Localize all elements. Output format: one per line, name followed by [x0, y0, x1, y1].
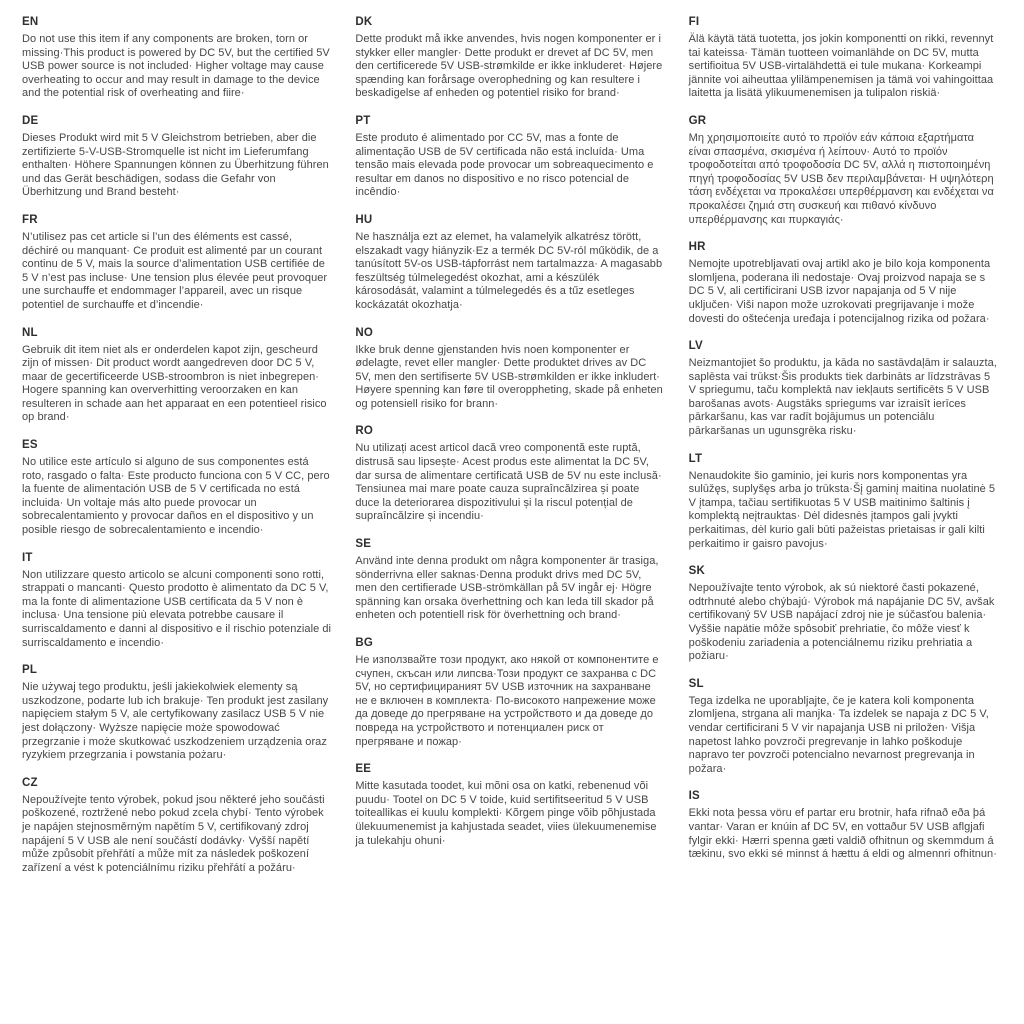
warning-text-es: No utilice este artículo si alguno de sus componentes está roto, rasgado o falta· Este producto funciona con 5 V CC, pero la fuente de alimentación USB de 5 V certificada no está incluida· Un voltaje más alto puede provocar un sobrecalentamiento y provocar daños en el dispositivo y un posible riesgo de sobrecalentamiento e incendio·: [22, 456, 330, 537]
language-code-es: ES: [22, 439, 38, 452]
language-code-hr: HR: [688, 241, 706, 254]
language-section-lv: [689, 340, 998, 439]
language-code-de: DE: [22, 114, 39, 127]
warning-text-gr: Μη χρησιμοποιείτε αυτό το προϊόν εάν κάποια εξαρτήματα είναι σπασμένα, σκισμένα ή λείπουν· Αυτό το προϊόν τροφοδοτείται από τροφοδοσία DC 5V, αλλά η πιστοποιημένη πηγή τροφοδοσίας 5V USB δεν περιλαμβάνεται· Η υψηλότερη τάση ενδέχεται να προκαλέσει υπερθέρμανση και ενδέχεται να προκαλέσει ζημιά στη συσκευή και πιθανό κίνδυνο υπερθέρμανσης και πυρκαγιάς·: [688, 131, 994, 226]
language-code-nl: NL: [22, 326, 38, 339]
warning-text-lt: Nenaudokite šio gaminio, jei kuris nors komponentas yra sulūžęs, suplyšęs arba jo trūksta·Šį gaminį maitina nuolatinė 5 V įtampa, tačiau sertifikuotas 5 V USB maitinimo šaltinis į komplektą neįtrauktas· Dėl didesnės įtampos gali įvykti perkaitimas, dėl kurio gali būti pažeistas prietaisas ir gali kilti perkaitimo ir gaisro pavojus·: [688, 469, 996, 550]
warning-text-nl: Gebruik dit item niet als er onderdelen kapot zijn, gescheurd zijn of missen· Dit product wordt aangedreven door DC 5 V, maar de gecertificeerde USB-stroombron is niet inbegrepen· Hogere spanning kan oververhitting veroorzaken en kan resulteren in schade aan het apparaat en een potentieel risico op brand·: [22, 343, 327, 424]
language-section-de: [22, 115, 331, 200]
language-section-ro: [355, 425, 664, 524]
language-section-se: [355, 538, 664, 623]
language-section-gr: [689, 115, 998, 227]
language-code-is: IS: [688, 790, 700, 803]
language-section-no: [355, 327, 664, 412]
warning-text-se: Använd inte denna produkt om några komponenter är trasiga, sönderrivna eller saknas·Denna produkt drivs med DC 5V, men den certifierade USB-strömkällan på 5V ingår ej· Högre spänning kan orsaka överhettning och kan leda till skador på enheten och potentiell risk för överhettning och brand·: [355, 555, 659, 622]
language-code-hu: HU: [355, 213, 373, 226]
language-section-cz: [22, 777, 331, 876]
language-code-fr: FR: [22, 213, 38, 226]
warning-text-sl: Tega izdelka ne uporabljajte, če je katera koli komponenta zlomljena, strgana ali manjka· Ta izdelek se napaja z DC 5 V, vendar certificirani 5 V vir napajanja USB ni priložen· Višja napetost lahko povzroči pregrevanje in lahko poškoduje napravo ter povzroči potencialno nevarnost pregrevanja in požara·: [688, 694, 989, 775]
warning-text-it: Non utilizzare questo articolo se alcuni componenti sono rotti, strappati o mancanti· Questo prodotto è alimentato da DC 5 V, ma la fonte di alimentazione USB certificata da 5 V non è inclusa· Una tensione più elevata potrebbe causare il surriscaldamento e danni al dispositivo e il rischio potenziale di surriscaldamento e incendio·: [22, 568, 332, 649]
warning-text-is: Ekki nota þessa vöru ef partar eru brotnir, hafa rifnað eða þá vantar· Varan er knúin af DC 5V, en vottaður 5V USB aflgjafi fylgir ekki· Hærri spenna gæti valdið ofhitnun og skemmdum á tækinu, svo ekki sé minnst á hættu á eldi og almennri ofhitnun·: [688, 807, 997, 861]
language-section-hr: [689, 241, 998, 326]
warning-text-pt: Este produto é alimentado por CC 5V, mas a fonte de alimentação USB de 5V certificada não está incluída· Uma tensão mais elevada pode provocar um sobreaquecimento e resultar em danos no dispositivo e no risco potencial de incêndio·: [355, 131, 654, 199]
warning-text-fi: Älä käytä tätä tuotetta, jos jokin komponentti on rikki, revennyt tai kateissa· Tämän tuotteen voimanlähde on DC 5V, mutta sertifioitua 5V USB-virtalähdettä ei tule mukana· Korkeampi jännite voi aiheuttaa ylilämpenemisen ja tämä voi vahingoittaa laitetta ja lisätä ylikuumenemisen ja tulipalon riskiä·: [688, 33, 994, 100]
column-3: [689, 16, 998, 889]
language-section-sl: [689, 678, 998, 777]
warning-text-de: Dieses Produkt wird mit 5 V Gleichstrom betrieben, aber die zertifizierte 5-V-USB-Stromquelle ist nicht im Lieferumfang enthalten· Höhere Spannungen können zu Überhitzung führen und das Gerät beschädigen, sodass die Gefahr von Überhitzung und Brand besteht·: [22, 131, 329, 199]
language-code-se: SE: [355, 538, 372, 551]
column-2: [355, 16, 664, 889]
column-1: [22, 16, 331, 889]
language-code-pt: PT: [355, 114, 371, 127]
language-section-ee: [355, 763, 664, 848]
warning-text-en: Do not use this item if any components are broken, torn or missing·This product is powered by DC 5V, but the certified 5V USB power source is not included· Higher voltage may cause overheating to occur and may result in damage to the device and the potential risk of overheating and fiire·: [22, 33, 330, 100]
language-section-sk: [689, 565, 998, 664]
language-code-bg: BG: [355, 637, 373, 649]
language-section-es: [22, 439, 331, 538]
language-section-lt: [689, 453, 998, 552]
language-section-is: [689, 790, 998, 861]
warning-text-ee: Mitte kasutada toodet, kui mõni osa on katki, rebenenud või puudu· Tootel on DC 5 V toide, kuid sertifitseeritud 5 V USB toiteallikas ei kuulu komplekti· Kõrgem pinge võib põhjustada ülekuumenemist ja kahjustada seadet, viies ülekuumenemise ja tulekahju ohuni·: [355, 780, 657, 847]
language-section-en: [22, 16, 331, 101]
warning-text-lv: Neizmantojiet šo produktu, ja kāda no sastāvdaļām ir salauzta, saplēsta vai trūkst·Šis produkts tiek darbināts ar līdzstrāvas 5 V spriegumu, taču komplektā nav iekļauts sertificēts 5 V USB barošanas avots· Augstāks spriegums var izraisīt ierīces pārkaršanu, kas var radīt bojājumus un potenciālu pārkaršanas un ugunsgrēka risku·: [688, 357, 997, 438]
warning-text-no: Ikke bruk denne gjenstanden hvis noen komponenter er ødelagte, revet eller mangler· Dette produktet drives av DC 5V, men den sertifiserte 5V USB-strømkilden er ikke inkludert· Høyere spenning kan føre til overoppheting, skade på enheten og potensiell risiko for brann·: [355, 343, 663, 410]
language-code-lv: LV: [688, 340, 703, 353]
warning-text-pl: Nie używaj tego produktu, jeśli jakiekolwiek elementy są uszkodzone, podarte lub ich brakuje· Ten produkt jest zasilany napięciem stałym 5 V, ale certyfikowany zasilacz USB 5 V nie jest dołączony· Wyższe napięcie może spowodować przegrzanie i może skutkować uszkodzeniem urządzenia oraz ryzykiem przegrzania i powstania pożaru·: [22, 681, 329, 762]
language-code-lt: LT: [688, 452, 703, 465]
language-section-fi: [689, 16, 998, 101]
warning-text-ro: Nu utilizați acest articol dacă vreo componentă este ruptă, distrusă sau lipsește· Acest produs este alimentat la DC 5V, dar sursa de alimentare certificată USB de 5V nu este inclusă· Tensiunea mai mare poate cauza supraîncălzirea și poate duce la deteriorarea dispozitivului și la riscul potențial de supraîncălzire și incendiu·: [355, 442, 662, 523]
warning-text-hu: Ne használja ezt az elemet, ha valamelyik alkatrész törött, elszakadt vagy hiányzik·Ez a termék DC 5V-ról működik, de a tanúsított 5V-os USB-tápforrást nem tartalmazza· A magasabb feszültség túlmelegedést okozhat, ami a készülék károsodását, valamint a túlmelegedés és a tűz esetleges kockázatát okozhatja·: [355, 230, 663, 311]
warning-text-fr: N’utilisez pas cet article si l’un des éléments est cassé, déchiré ou manquant· Ce produit est alimenté par un courant continu de 5 V, mais la source d’alimentation USB certifiée de 5 V n’est pas incluse· Une tension plus élevée peut provoquer une surchauffe et endommager l’appareil, avec un risque potentiel de surchauffe et d’incendie·: [22, 230, 328, 311]
language-code-ee: EE: [355, 763, 372, 776]
language-section-bg: [355, 637, 664, 749]
warning-text-bg: Не използвайте този продукт, ако някой от компонентите е счупен, скъсан или липсва·Този продукт се захранва с DC 5V, но сертифицираният 5V USB източник на захранване не е включен в комплекта· По-високото напрежение може да доведе до прегряване на устройството и да доведе до повреда на устройството и потенциален риск от прегряване и пожар·: [355, 654, 659, 748]
warning-text-cz: Nepoužívejte tento výrobek, pokud jsou některé jeho součásti poškozené, roztržené nebo pokud zcela chybí· Tento výrobek je napájen stejnosměrným napětím 5 V, certifikovaný zdroj napájení 5 V USB ale není součástí dodávky· Vyšší napětí může způsobit přehřátí a může mít za následek poškození zařízení a vést k potenciálnímu riziku přehřátí a požáru·: [22, 793, 325, 874]
language-code-pl: PL: [22, 664, 38, 677]
language-code-sl: SL: [688, 677, 704, 690]
language-section-pt: [355, 115, 664, 200]
language-code-sk: SK: [688, 565, 706, 578]
language-code-fi: FI: [688, 16, 700, 28]
language-section-dk: [355, 16, 664, 101]
language-code-dk: DK: [355, 16, 373, 28]
language-code-ro: RO: [355, 425, 373, 438]
language-code-cz: CZ: [22, 776, 38, 789]
warning-text-sk: Nepoužívajte tento výrobok, ak sú niektoré časti pokazené, odtrhnuté alebo chýbajú· Výrobok má napájanie DC 5V, avšak certifikovaný 5V USB napájací zdroj nie je súčasťou balenia· Vyššie napätie môže spôsobiť prehriatie, čo môže viesť k poškodeniu zariadenia a potenciálnemu riziku prehriatia a požiaru·: [688, 582, 995, 663]
warning-text-hr: Nemojte upotrebljavati ovaj artikl ako je bilo koja komponenta slomljena, poderana ili nedostaje· Ovaj proizvod napaja se s DC 5 V, ali certificirani USB izvor napajanja od 5 V nije uključen· Viši napon može uzrokovati pregrijavanje i može dovesti do oštećenja uređaja i potencijalnog rizika od požara·: [688, 258, 991, 325]
language-section-pl: [22, 664, 331, 763]
language-section-hu: [355, 214, 664, 313]
language-code-en: EN: [22, 16, 39, 28]
warning-text-dk: Dette produkt må ikke anvendes, hvis nogen komponenter er i stykker eller mangler· Dette produkt er drevet af DC 5V, men den certificerede 5V USB-strømkilde er ikke inkluderet· Højere spænding kan forårsage overophedning og kan resultere i beskadigelse af enheden og potentiel risiko for brand·: [355, 33, 663, 100]
language-section-it: [22, 552, 331, 651]
language-code-gr: GR: [688, 114, 707, 127]
language-section-fr: [22, 214, 331, 313]
language-code-it: IT: [22, 551, 33, 564]
language-code-no: NO: [355, 326, 373, 339]
language-section-nl: [22, 327, 331, 426]
